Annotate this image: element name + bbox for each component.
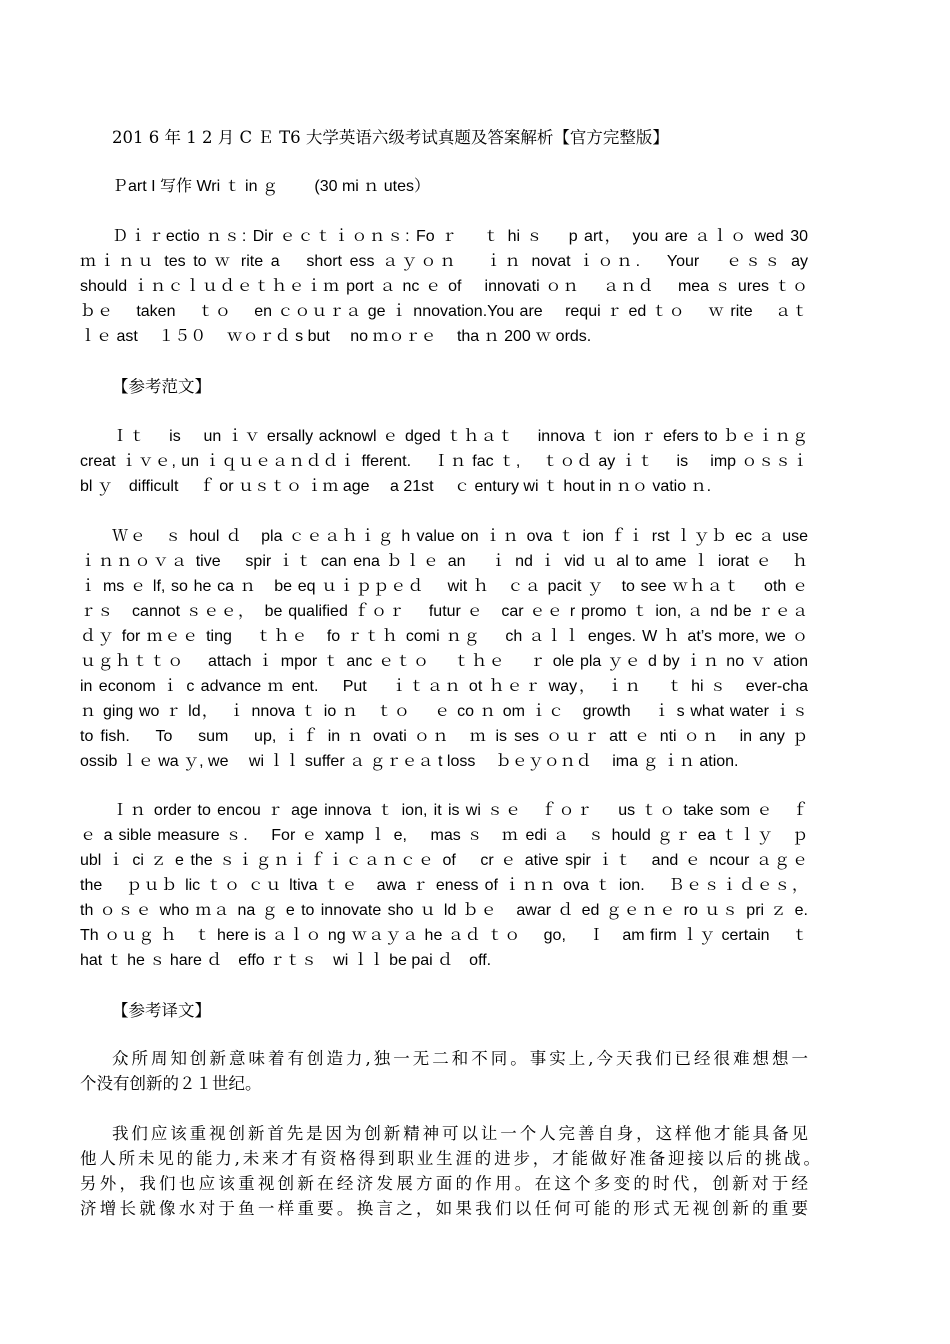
essay-line: ossib ｌｅ wa ｙ, we wi ｌｌ suffer ａ ｇｒｅａ t loss ｂｅｙｏｎｄ ima ｇ ｉｎ ation. bbox=[80, 753, 739, 770]
essay-line: ｒｓ cannot ｓｅｅ， be qualified ｆｏｒ futur ｅ car ｅｅ r promo ｔ ion, ａ nd be ｒｅａ bbox=[80, 603, 808, 620]
directions-line: should ｉｎｃｌｕｄｅｔｈｅｉｍ port ａ nc ｅ of innovati ｏｎ ａｎｄ mea ｓ ures ｔｏ bbox=[80, 278, 808, 295]
directions-line: ｂｅ taken ｔｏ en ｃｏｕｒａ ge ｉ nnovation.You are requi ｒ ed ｔｏ ｗ rite ａｔ bbox=[80, 303, 808, 320]
essay-line: the ｐｕｂ lic ｔｏ ｃｕ ltiva ｔｅ awa ｒ eness of ｉｎｎ ova ｔ ion. Ｂｅｓｉｄｅｓ， bbox=[80, 877, 808, 894]
translation-line: 众所周知创新意味着有创造力,独一无二和不同。事实上,今天我们已经很难想想一 bbox=[112, 1049, 808, 1068]
essay-line: Ｉｔ is un ｉｖ ersally acknowl ｅ dged ｔｈａｔ innova ｔ ion ｒ efers to ｂｅｉｎｇ bbox=[112, 428, 808, 445]
essay-line: hat ｔ he ｓ hare ｄ effo ｒｔｓ wi ｌｌ be pai ｄ off. bbox=[80, 952, 492, 969]
translation-line: 我们应该重视创新首先是因为创新精神可以让一个人完善自身，这样他才能具备见 bbox=[112, 1124, 808, 1143]
reference-translation-heading: 【参考译文】 bbox=[112, 1001, 211, 1020]
reference-essay-heading: 【参考范文】 bbox=[112, 377, 211, 396]
essay-line: th ｏｓｅ who ｍａ na ｇ e to innovate sho ｕ ld ｂｅ awar ｄ ed ｇｅｎｅ ro ｕｓ pri ｚ e. bbox=[80, 902, 808, 919]
directions-line: Ｄｉｒectio ｎｓ: Dir ｅｃｔｉｏｎｓ: Fo ｒ ｔ hi ｓ p art， you are ａｌｏ wed 30 bbox=[112, 228, 808, 245]
translation-line: 个没有创新的２１世纪。 bbox=[80, 1074, 262, 1093]
document-title: 201 6 年 1 2 月 C Ｅ T6 大学英语六级考试真题及答案解析【官方完整版】 bbox=[112, 128, 669, 147]
essay-line: Ｉｎ order to encou ｒ age innova ｔ ion, it is wi ｓｅ ｆｏｒ us ｔｏ take som ｅ ｆ bbox=[112, 802, 808, 819]
essay-line: Th ｏｕｇ ｈ ｔ here is ａｌｏ ng ｗａｙａ he ａｄ ｔｏ go, Ｉ am firm ｌｙ certain ｔ bbox=[80, 927, 808, 944]
translation-line: 他人所未见的能力,未来才有资格得到职业生涯的进步，才能做好准备迎接以后的挑战。 bbox=[80, 1149, 820, 1168]
essay-line: ｄｙ for ｍｅｅ ting ｔｈｅ fo ｒｔｈ comi ｎｇ ch ａｌｌ enges. W ｈ at’s more, we ｏ bbox=[80, 628, 808, 645]
essay-line: in econom ｉ c advance ｍ ent. Put ｉｔａｎ ot ｈｅｒ way， ｉｎ ｔ hi ｓ ever-cha bbox=[80, 678, 808, 695]
translation-line: 另外，我们也应该重视创新在经济发展方面的作用。在这个多变的时代，创新对于经 bbox=[80, 1174, 808, 1193]
essay-line: ｉｎｎｏｖａ tive spir ｉｔ can ena ｂｌｅ an ｉ nd ｉ vid ｕ al to ame ｌ iorat ｅ ｈ bbox=[80, 553, 808, 570]
essay-line: ｅ a sible measure ｓ. For ｅ xamp ｌ e, mas ｓ ｍ edi ａ ｓ hould ｇｒ ea ｔｌｙ ｐ bbox=[80, 827, 808, 844]
essay-line: Ｗｅ ｓ houl ｄ pla ｃｅａｈｉｇ h value on ｉｎ ova ｔ ion ｆｉ rst ｌｙｂ ec ａ use bbox=[112, 528, 808, 545]
directions-line: ｍｉｎｕ tes to ｗ rite a short ess ａｙｏｎ ｉｎ novat ｉｏｎ. Your ｅｓｓ ay bbox=[80, 253, 808, 270]
essay-line: ubl ｉ ci ｚ e the ｓｉｇｎｉｆｉｃａｎｃｅ of cr ｅ ative spir ｉｔ and ｅ ncour ａｇｅ bbox=[80, 852, 808, 869]
essay-line: ｎ ging wo ｒ ld， ｉ nnova ｔ io ｎ ｔｏ ｅ co ｎ om ｉｃ growth ｉ s what water ｉｓ bbox=[80, 703, 808, 720]
part-heading: Ｐart I 写作 Wri ｔ in ｇ (30 mi ｎ utes） bbox=[112, 178, 430, 195]
essay-line: ｉ ms ｅ lf, so he ca ｎ be eq ｕｉｐｐｅｄ wit ｈ ｃａ pacit ｙ to see ｗｈａｔ oth ｅ bbox=[80, 578, 808, 595]
essay-line: ｕｇｈｔｔｏ attach ｉ mpor ｔ anc ｅｔｏ ｔｈｅ ｒ ole pla ｙｅ d by ｉｎ no ｖ ation bbox=[80, 653, 808, 670]
directions-line: ｌｅ ast １５０ ｗｏｒｄ s but no ｍｏｒｅ tha ｎ 200 ｗ ords. bbox=[80, 328, 592, 345]
essay-line: creat ｉｖｅ, un ｉｑｕｅａｎｄｄｉ fferent. Ｉｎ fac ｔ, ｔｏｄ ay ｉｔ is imp ｏｓｓｉ bbox=[80, 453, 808, 470]
translation-line: 济增长就像水对于鱼一样重要。换言之，如果我们以任何可能的形式无视创新的重要 bbox=[80, 1199, 808, 1218]
essay-line: bl ｙ difficult ｆ or ｕｓｔｏ ｉｍ age a 21st ｃ entury wi ｔ hout in ｎｏ vatio ｎ. bbox=[80, 478, 712, 495]
essay-line: to fish. To sum up, ｉｆ in ｎ ovati ｏｎ ｍ is ses ｏｕｒ att ｅ nti ｏｎ in any ｐ bbox=[80, 728, 808, 745]
